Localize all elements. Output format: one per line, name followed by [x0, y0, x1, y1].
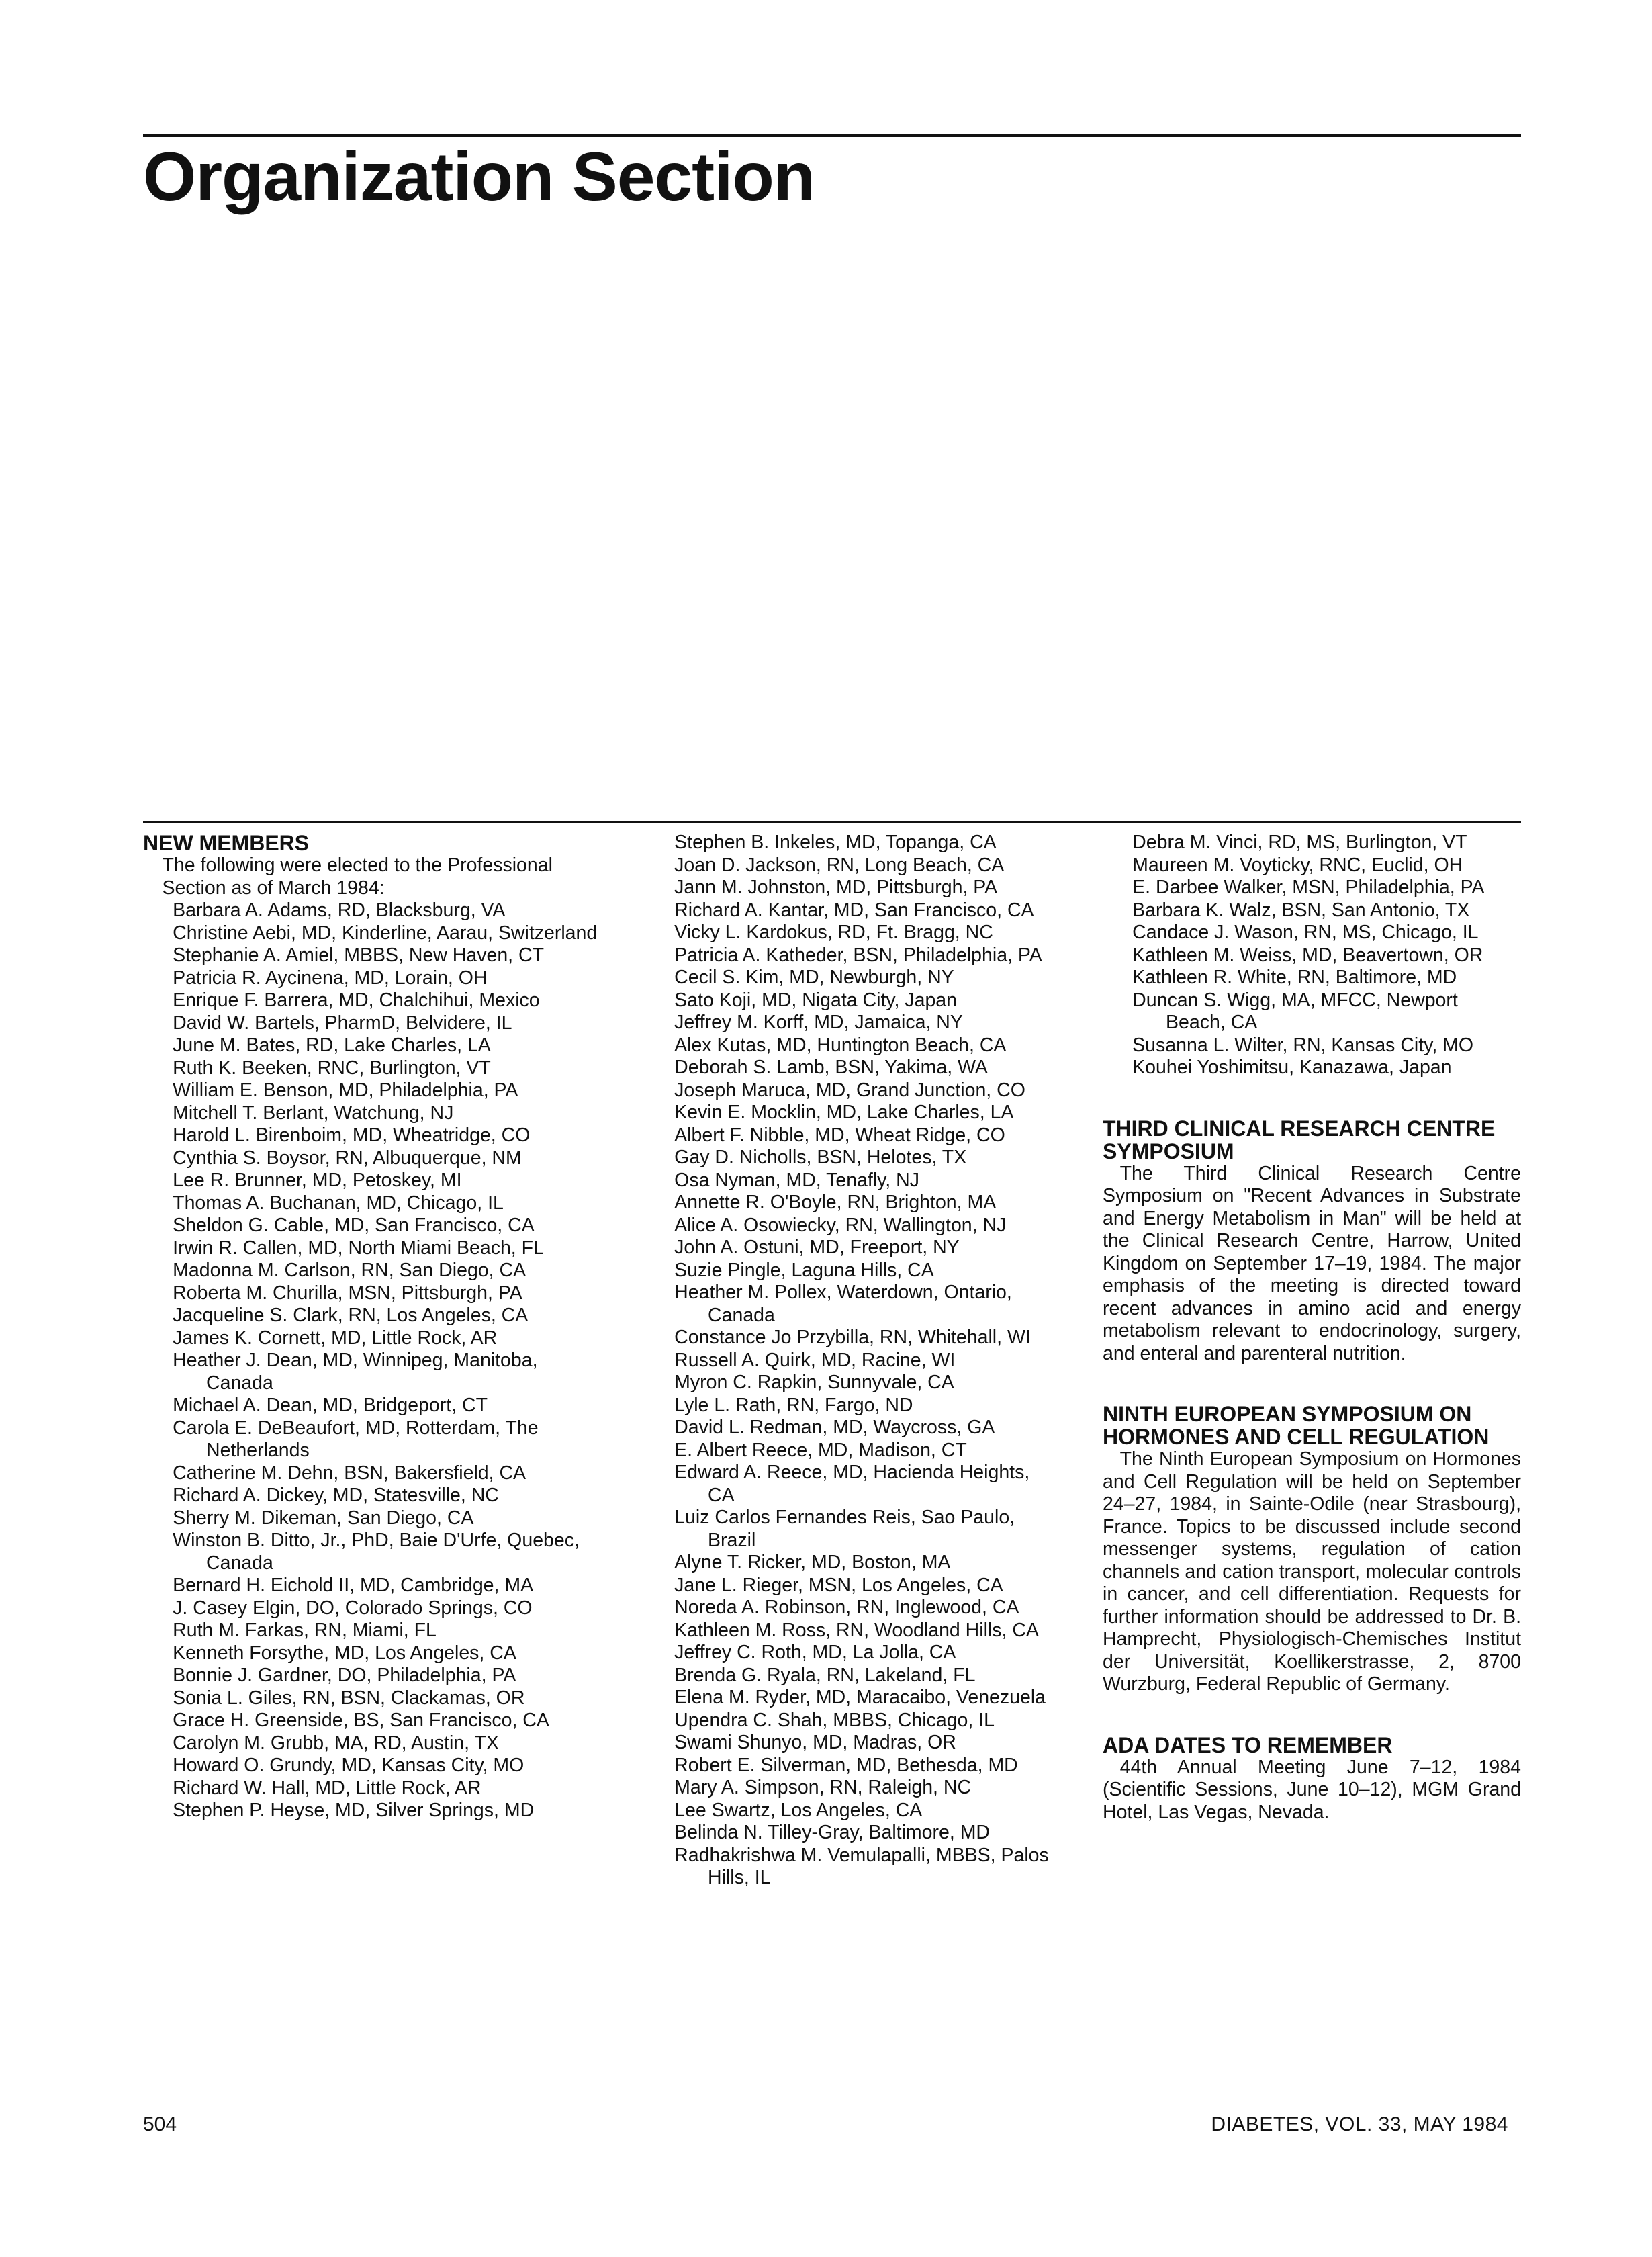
member-entry: Ruth K. Beeken, RNC, Burlington, VT — [173, 1057, 491, 1079]
member-entry: Robert E. Silverman, MD, Bethesda, MD — [674, 1754, 1018, 1776]
ninth-symposium-heading: NINTH EUROPEAN SYMPOSIUM ON HORMONES AND CELL REGULATION — [1103, 1402, 1489, 1449]
new-members-heading: NEW MEMBERS — [143, 831, 310, 855]
member-entry: Richard W. Hall, MD, Little Rock, AR — [173, 1777, 481, 1799]
member-entry: Irwin R. Callen, MD, North Miami Beach, FL — [173, 1237, 544, 1259]
column-left — [143, 832, 606, 1822]
member-entry: Ruth M. Farkas, RN, Miami, FL — [173, 1620, 437, 1641]
member-list — [645, 832, 1061, 1890]
member-entry: Stephen P. Heyse, MD, Silver Springs, MD — [173, 1800, 535, 1821]
member-entry: Bernard H. Eichold II, MD, Cambridge, MA — [173, 1575, 534, 1596]
member-entry: Barbara A. Adams, RD, Blacksburg, VA — [173, 899, 506, 921]
member-entry: Jane L. Rieger, MSN, Los Angeles, CA — [674, 1574, 1003, 1596]
member-entry: Patricia R. Aycinena, MD, Lorain, OH — [173, 967, 488, 989]
page-title: Organization Section — [143, 138, 815, 215]
member-entry: Christine Aebi, MD, Kinderline, Aarau, Switzerland — [173, 922, 598, 944]
member-entry: Russell A. Quirk, MD, Racine, WI — [674, 1349, 956, 1371]
member-entry: Brenda G. Ryala, RN, Lakeland, FL — [674, 1664, 976, 1686]
member-entry: Duncan S. Wigg, MA, MFCC, Newport Beach, CA — [1132, 989, 1458, 1033]
member-entry: Thomas A. Buchanan, MD, Chicago, IL — [173, 1192, 504, 1214]
member-entry: Mary A. Simpson, RN, Raleigh, NC — [674, 1777, 972, 1798]
member-entry: Lee R. Brunner, MD, Petoskey, MI — [173, 1169, 462, 1191]
member-entry: Sato Koji, MD, Nigata City, Japan — [674, 989, 957, 1011]
member-entry: James K. Cornett, MD, Little Rock, AR — [173, 1327, 498, 1349]
member-entry: Lee Swartz, Los Angeles, CA — [674, 1799, 923, 1821]
member-entry: Noreda A. Robinson, RN, Inglewood, CA — [674, 1597, 1019, 1618]
column-middle — [645, 832, 1061, 1890]
ada-dates-heading: ADA DATES TO REMEMBER — [1103, 1732, 1393, 1757]
member-entry: Annette R. O'Boyle, RN, Brighton, MA — [674, 1192, 997, 1213]
member-entry: Jann M. Johnston, MD, Pittsburgh, PA — [674, 877, 998, 898]
member-entry: David L. Redman, MD, Waycross, GA — [674, 1417, 995, 1438]
third-symposium-heading: THIRD CLINICAL RESEARCH CENTRE SYMPOSIUM — [1103, 1116, 1496, 1163]
journal-footer: DIABETES, VOL. 33, MAY 1984 — [1211, 2113, 1508, 2135]
column-right — [1103, 832, 1521, 1824]
member-entry: Kathleen M. Ross, RN, Woodland Hills, CA — [674, 1619, 1039, 1641]
member-entry: Joseph Maruca, MD, Grand Junction, CO — [674, 1079, 1025, 1101]
ada-dates-text: 44th Annual Meeting June 7–12, 1984 (Scientific Sessions, June 10–12), MGM Grand Hotel, Las Vegas, Nevada. — [1103, 1756, 1521, 1823]
member-entry: Susanna L. Wilter, RN, Kansas City, MO — [1132, 1034, 1474, 1056]
member-entry: Cynthia S. Boysor, RN, Albuquerque, NM — [173, 1147, 522, 1169]
member-entry: Belinda N. Tilley-Gray, Baltimore, MD — [674, 1822, 991, 1843]
member-entry: Osa Nyman, MD, Tenafly, NJ — [674, 1169, 919, 1191]
member-entry: Luiz Carlos Fernandes Reis, Sao Paulo, Brazil — [674, 1507, 1015, 1551]
member-entry: Kevin E. Mocklin, MD, Lake Charles, LA — [674, 1102, 1014, 1123]
member-entry: Gay D. Nicholls, BSN, Helotes, TX — [674, 1147, 967, 1168]
member-entry: Kenneth Forsythe, MD, Los Angeles, CA — [173, 1642, 516, 1664]
member-entry: Roberta M. Churilla, MSN, Pittsburgh, PA — [173, 1282, 522, 1304]
member-entry: Heather J. Dean, MD, Winnipeg, Manitoba, Canada — [173, 1349, 538, 1394]
member-entry: Stephanie A. Amiel, MBBS, New Haven, CT — [173, 944, 544, 966]
member-entry: Richard A. Kantar, MD, San Francisco, CA — [674, 899, 1034, 921]
member-entry: Catherine M. Dehn, BSN, Bakersfield, CA — [173, 1462, 526, 1484]
member-entry: Swami Shunyo, MD, Madras, OR — [674, 1732, 956, 1753]
member-entry: Deborah S. Lamb, BSN, Yakima, WA — [674, 1057, 988, 1078]
member-entry: Howard O. Grundy, MD, Kansas City, MO — [173, 1755, 524, 1776]
member-entry: J. Casey Elgin, DO, Colorado Springs, CO — [173, 1597, 533, 1619]
section-rule — [143, 821, 1521, 823]
member-entry: Jeffrey C. Roth, MD, La Jolla, CA — [674, 1642, 956, 1663]
member-entry: Constance Jo Przybilla, RN, Whitehall, WI — [674, 1327, 1031, 1348]
member-entry: Alex Kutas, MD, Huntington Beach, CA — [674, 1034, 1007, 1056]
new-members-intro: The following were elected to the Professional Section as of March 1984: — [162, 854, 553, 899]
member-entry: Enrique F. Barrera, MD, Chalchihui, Mexico — [173, 989, 540, 1011]
member-entry: Richard A. Dickey, MD, Statesville, NC — [173, 1485, 499, 1506]
member-entry: Michael A. Dean, MD, Bridgeport, CT — [173, 1395, 488, 1416]
member-entry: Kathleen R. White, RN, Baltimore, MD — [1132, 967, 1457, 988]
member-entry: Albert F. Nibble, MD, Wheat Ridge, CO — [674, 1124, 1005, 1146]
member-entry: June M. Bates, RD, Lake Charles, LA — [173, 1034, 491, 1056]
member-entry: Upendra C. Shah, MBBS, Chicago, IL — [674, 1709, 995, 1731]
member-entry: Stephen B. Inkeles, MD, Topanga, CA — [674, 832, 997, 853]
member-entry: Grace H. Greenside, BS, San Francisco, CA — [173, 1710, 549, 1731]
member-entry: Kouhei Yoshimitsu, Kanazawa, Japan — [1132, 1057, 1452, 1078]
member-entry: Patricia A. Katheder, BSN, Philadelphia, PA — [674, 944, 1042, 966]
page-number: 504 — [143, 2113, 177, 2135]
member-entry: Bonnie J. Gardner, DO, Philadelphia, PA — [173, 1665, 516, 1686]
member-entry: Alyne T. Ricker, MD, Boston, MA — [674, 1552, 951, 1573]
member-entry: David W. Bartels, PharmD, Belvidere, IL — [173, 1012, 512, 1034]
member-entry: Joan D. Jackson, RN, Long Beach, CA — [674, 854, 1005, 876]
member-entry: Madonna M. Carlson, RN, San Diego, CA — [173, 1259, 526, 1281]
member-entry: Radhakrishwa M. Vemulapalli, MBBS, Palos Hills, IL — [674, 1844, 1049, 1888]
member-entry: Maureen M. Voyticky, RNC, Euclid, OH — [1132, 854, 1463, 876]
member-entry: Barbara K. Walz, BSN, San Antonio, TX — [1132, 899, 1470, 921]
member-entry: Carola E. DeBeaufort, MD, Rotterdam, The Netherlands — [173, 1417, 539, 1461]
member-entry: Vicky L. Kardokus, RD, Ft. Bragg, NC — [674, 922, 993, 943]
member-entry: Kathleen M. Weiss, MD, Beavertown, OR — [1132, 944, 1483, 966]
member-entry: Winston B. Ditto, Jr., PhD, Baie D'Urfe, Quebec, Canada — [173, 1530, 580, 1574]
member-entry: Mitchell T. Berlant, Watchung, NJ — [173, 1102, 454, 1124]
member-entry: Edward A. Reece, MD, Hacienda Heights, CA — [674, 1462, 1030, 1506]
member-entry: Debra M. Vinci, RD, MS, Burlington, VT — [1132, 832, 1467, 853]
member-entry: Jacqueline S. Clark, RN, Los Angeles, CA — [173, 1304, 529, 1326]
member-entry: Heather M. Pollex, Waterdown, Ontario, Canada — [674, 1282, 1012, 1326]
member-entry: Alice A. Osowiecky, RN, Wallington, NJ — [674, 1214, 1007, 1236]
member-entry: Suzie Pingle, Laguna Hills, CA — [674, 1259, 934, 1281]
ninth-symposium-text: The Ninth European Symposium on Hormones and Cell Regulation will be held on September 24–27, 1984, in Sainte-Odile (near Strasbourg), France. Topics to be discussed include second messenger systems, regulation of cation channels and cation transport, molecular controls in cancer, and cell differentiation. Requests for further information should be addressed to Dr. B. Hamprecht, Physiologisch-Chemisches Institut der Universität, Koellikerstrasse, 2, 8700 Wurzburg, Federal Republic of Germany. — [1103, 1448, 1521, 1695]
member-entry: Elena M. Ryder, MD, Maracaibo, Venezuela — [674, 1687, 1046, 1708]
member-entry: William E. Benson, MD, Philadelphia, PA — [173, 1079, 518, 1101]
top-rule — [143, 134, 1521, 137]
member-entry: Myron C. Rapkin, Sunnyvale, CA — [674, 1372, 954, 1393]
member-entry: Sonia L. Giles, RN, BSN, Clackamas, OR — [173, 1687, 525, 1709]
member-entry: Cecil S. Kim, MD, Newburgh, NY — [674, 967, 954, 988]
member-list — [143, 899, 606, 1822]
member-entry: Sheldon G. Cable, MD, San Francisco, CA — [173, 1214, 535, 1236]
third-symposium-text: The Third Clinical Research Centre Symposium on "Recent Advances in Substrate and Energy Metabolism in Man" will be held at the Clinical Research Centre, Harrow, United Kingdom on September 17–19, 1984. The major emphasis of the meeting is directed toward recent advances in amino acid and energy metabolism relevant to endocrinology, surgery, and enteral and parenteral nutrition. — [1103, 1162, 1521, 1364]
member-entry: Jeffrey M. Korff, MD, Jamaica, NY — [674, 1012, 963, 1033]
member-entry: E. Albert Reece, MD, Madison, CT — [674, 1439, 967, 1461]
member-entry: John A. Ostuni, MD, Freeport, NY — [674, 1237, 960, 1258]
member-entry: Lyle L. Rath, RN, Fargo, ND — [674, 1394, 913, 1416]
member-entry: E. Darbee Walker, MSN, Philadelphia, PA — [1132, 877, 1485, 898]
member-entry: Sherry M. Dikeman, San Diego, CA — [173, 1507, 474, 1529]
member-list — [1103, 832, 1521, 1079]
member-entry: Carolyn M. Grubb, MA, RD, Austin, TX — [173, 1732, 499, 1754]
member-entry: Candace J. Wason, RN, MS, Chicago, IL — [1132, 922, 1479, 943]
member-entry: Harold L. Birenboim, MD, Wheatridge, CO — [173, 1124, 531, 1146]
